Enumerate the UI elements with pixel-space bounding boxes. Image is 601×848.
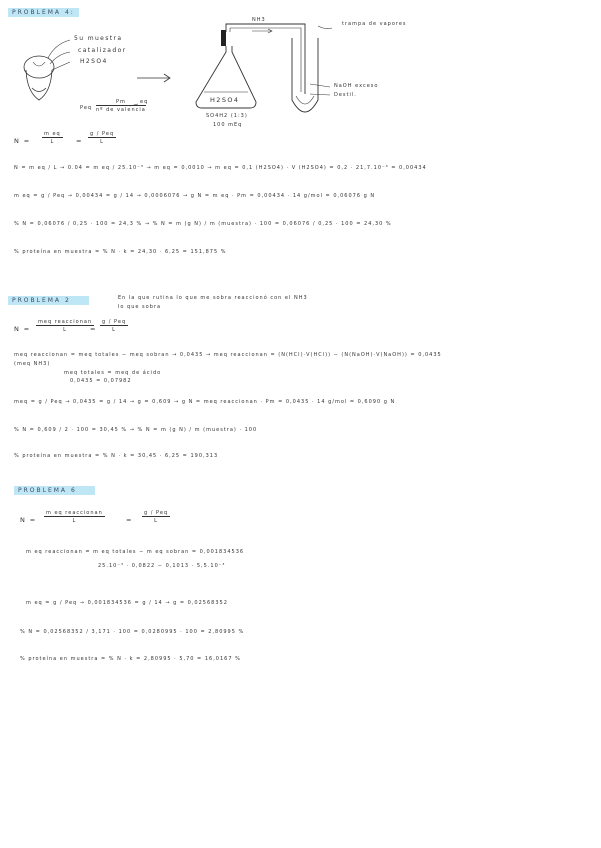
p3-line-2: m eq = g / Peq → 0,001834536 = g / 14 → g = 0,02568352 [26,600,228,606]
p3-n-frac1: m eq reaccionan L [46,510,103,524]
p3-n-frac2: g / Peq L [144,510,169,524]
p2-line-3: % N = 0,609 / 2 · 100 = 30,45 % → % N = m (g N) / m (muestra) · 100 [14,427,258,433]
p3-line-1b: 25.10⁻³ · 0,0822 − 0,1013 · 5,5.10⁻³ [98,563,226,569]
peq-fraction: Pm nº de valencia [96,99,146,113]
p1-line-3: % N = 0,06076 / 0,25 · 100 = 24,3 % → % N = m (g N) / m (muestra) · 100 = 0,06076 / 0,25 · 100 = 24,30 % [14,221,392,227]
p1-line-4: % proteína en muestra = % N · k = 24,30 · 6,25 = 151,875 % [14,249,227,255]
p2-line-2: meq = g / Peq → 0,0435 = g / 14 → g = 0,609 → g N = meq reaccionan · Pm = 0,0435 · 14 g/mol = 0,6090 g N [14,399,396,405]
trap-label: trampa de vapores [342,21,407,27]
p1-n-frac2: g / Peq L [90,131,115,145]
flask-sub-2: 100 mEq [213,122,243,128]
p3-n-eq: = [126,516,133,524]
p1-line-1: N = m eq / L → 0.04 = m eq / 25.10⁻³ → m eq = 0,0010 → m eq = 0,1 (H2SO4) · V (H2SO4) = 0,2 · 21,7.10⁻³ = 0,00434 [14,165,427,171]
p1-n-eq: = [76,137,83,145]
flask-sub-1: SO4H2 (1:3) [206,113,248,119]
p3-line-4: % proteína en muestra = % N · k = 2,80995 · 5,70 = 16,0167 % [20,656,241,662]
peq-label: Peq [80,105,93,111]
sample-note-2: catalizador [78,47,127,54]
p2-line-1b: (meq NH3) [14,361,51,367]
p1-n-lhs: N = [14,137,31,145]
problem-1-title: PROBLEMA 4: [8,8,79,17]
p2-note-1: En la que rutina lo que me sobra reaccionó con el NH3 [118,295,308,301]
sample-note-3: H2SO4 [80,58,108,65]
p3-line-1: m eq reaccionan = m eq totales − m eq sobran = 0,001834536 [26,549,245,555]
p2-n-eq: = [90,325,97,333]
peq-n: eq [140,99,149,105]
p2-note-2: lo que sobra [118,304,162,310]
p2-n-lhs: N = [14,325,31,333]
flask-label: H2SO4 [210,96,240,104]
problem-2-title: PROBLEMA 2 [8,296,89,305]
p2-n-frac2: g / Peq L [102,319,127,333]
p2-sub-2: 0,0435 = 0,07982 [70,378,132,384]
p1-line-2: m eq = g / Peq → 0,00434 = g / 14 → 0,0006076 → g N = m eq · Pm = 0,00434 · 14 g/mol = 0,06076 g N [14,193,376,199]
p2-line-1: meq reaccionan = meq totales − meq sobran → 0,0435 → meq reaccionan = (N(HCl)·V(HCl)) − (N(NaOH)·V(NaOH)) = 0,0435 [14,352,442,358]
p2-line-4: % proteína en muestra = % N · k = 30,45 · 6,25 = 190,313 [14,453,219,459]
p2-n-frac1: meq reaccionan L [38,319,93,333]
tube-label-destil: Destil. [334,92,357,98]
p1-n-frac1: $\frac{\text{m eq}}{L}$ [44,131,61,145]
p3-line-3: % N = 0,02568352 / 3,171 · 100 = 0,0280995 · 100 = 2,80995 % [20,629,245,635]
problem-3-title: PROBLEMA 6 [14,486,95,495]
p3-n-lhs: N = [20,516,37,524]
nh3-label: NH3 [252,17,266,23]
sample-note-1: 5u muestra [74,35,123,42]
tube-label-naoh: NaOH exceso [334,83,379,89]
p2-sub-1: meq totales = meq de ácido [64,370,162,376]
